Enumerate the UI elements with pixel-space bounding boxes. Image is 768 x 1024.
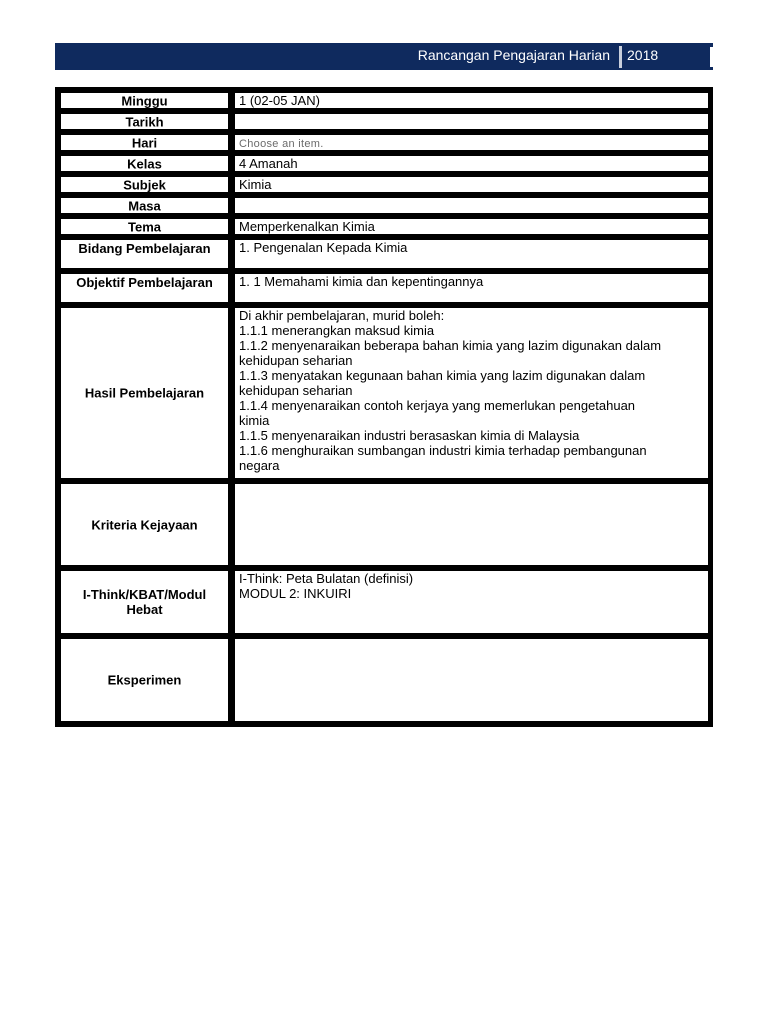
outcome-line: 1.1.2 menyenaraikan beberapa bahan kimia yang lazim digunakan dalam — [239, 338, 662, 353]
value-masa[interactable] — [233, 196, 710, 215]
header-edge-marker — [710, 47, 713, 67]
value-kriteria[interactable] — [233, 482, 710, 567]
row-bidang — [59, 238, 710, 270]
label-hasil: Hasil Pembelajaran — [59, 306, 230, 480]
outcome-line: kimia — [239, 413, 270, 428]
label-minggu: Minggu — [59, 91, 230, 110]
label-objektif: Objektif Pembelajaran — [59, 272, 230, 304]
label-kelas: Kelas — [59, 154, 230, 173]
outcome-line: negara — [239, 458, 280, 473]
value-kelas[interactable]: 4 Amanah — [233, 154, 710, 173]
row-tarikh — [59, 112, 710, 131]
lesson-plan-table — [55, 87, 713, 727]
row-subjek — [59, 175, 710, 194]
row-tema — [59, 217, 710, 236]
outcome-line: kehidupan seharian — [239, 383, 353, 398]
row-objektif — [59, 272, 710, 304]
header-divider — [619, 46, 622, 68]
value-hari-dropdown[interactable]: Choose an item. — [233, 133, 710, 152]
modul-line: MODUL 2: INKUIRI — [239, 586, 352, 601]
label-eksperimen: Eksperimen — [59, 637, 230, 723]
row-hasil — [59, 306, 710, 480]
row-ithink — [59, 569, 710, 635]
value-tema[interactable]: Memperkenalkan Kimia — [233, 217, 710, 236]
outcome-line: 1.1.1 menerangkan maksud kimia — [239, 323, 435, 338]
label-kriteria: Kriteria Kejayaan — [59, 482, 230, 567]
value-bidang[interactable]: 1. Pengenalan Kepada Kimia — [233, 238, 710, 270]
document-year: 2018 — [627, 47, 659, 63]
value-minggu[interactable]: 1 (02-05 JAN) — [233, 91, 710, 110]
value-tarikh[interactable] — [233, 112, 710, 131]
value-objektif[interactable]: 1. 1 Memahami kimia dan kepentingannya — [233, 272, 710, 304]
row-kriteria — [59, 482, 710, 567]
value-ithink[interactable] — [233, 569, 710, 635]
label-ithink: I-Think/KBAT/Modul Hebat — [59, 569, 230, 635]
row-eksperimen — [59, 637, 710, 723]
label-tema: Tema — [59, 217, 230, 236]
label-subjek: Subjek — [59, 175, 230, 194]
document-header — [55, 43, 713, 70]
ithink-line: I-Think: Peta Bulatan (definisi) — [239, 571, 414, 586]
label-masa: Masa — [59, 196, 230, 215]
outcome-line: 1.1.4 menyenaraikan contoh kerjaya yang memerlukan pengetahuan — [239, 398, 636, 413]
row-minggu — [59, 91, 710, 110]
row-hari — [59, 133, 710, 152]
document-title: Rancangan Pengajaran Harian — [417, 47, 610, 63]
outcome-line: Di akhir pembelajaran, murid boleh: — [239, 308, 445, 323]
label-bidang: Bidang Pembelajaran — [59, 238, 230, 270]
label-tarikh: Tarikh — [59, 112, 230, 131]
outcome-line: 1.1.6 menghuraikan sumbangan industri kimia terhadap pembangunan — [239, 443, 647, 458]
outcome-line: kehidupan seharian — [239, 353, 353, 368]
value-hasil[interactable] — [233, 306, 710, 480]
row-kelas — [59, 154, 710, 173]
label-hari: Hari — [59, 133, 230, 152]
outcome-line: 1.1.3 menyatakan kegunaan bahan kimia yang lazim digunakan dalam — [239, 368, 646, 383]
value-subjek[interactable]: Kimia — [233, 175, 710, 194]
outcome-line: 1.1.5 menyenaraikan industri berasaskan kimia di Malaysia — [239, 428, 580, 443]
value-eksperimen[interactable] — [233, 637, 710, 723]
row-masa — [59, 196, 710, 215]
